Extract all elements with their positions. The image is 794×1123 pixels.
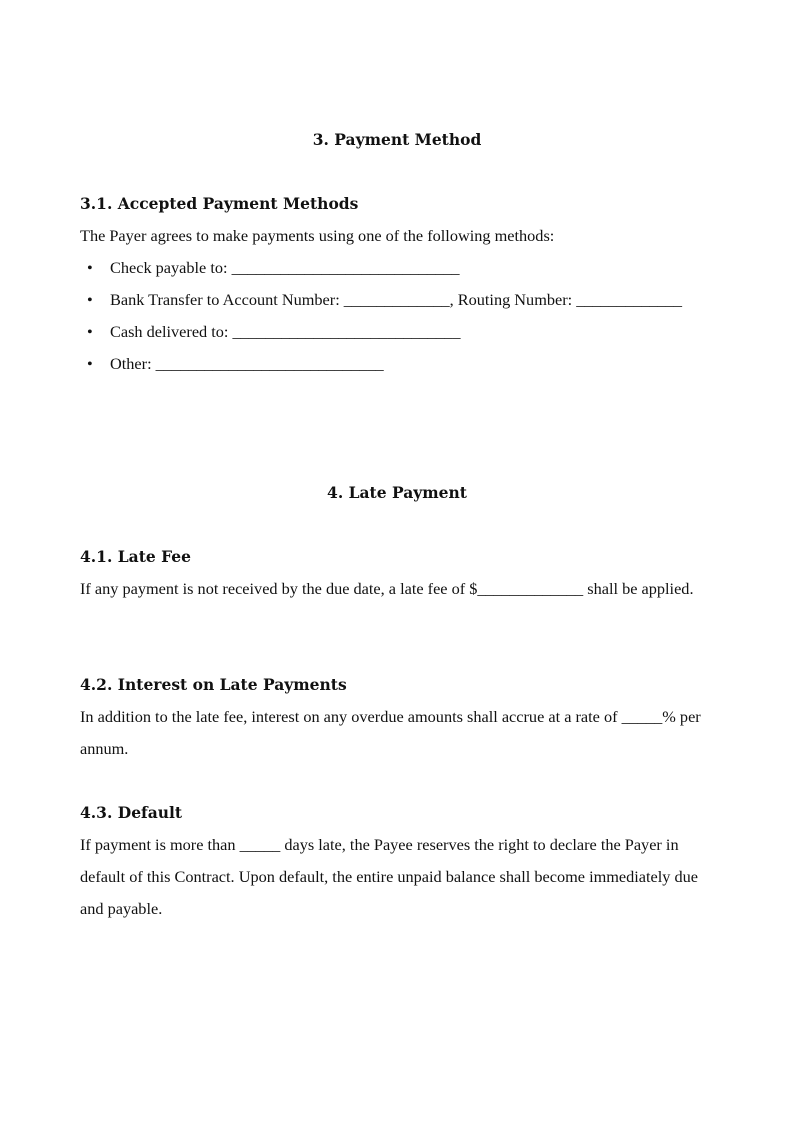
payment-methods-list [80, 252, 712, 380]
list-item: • Other: ____________________________ [80, 348, 712, 380]
list-item: • Check payable to: ____________________________ [80, 252, 712, 284]
section-4-title: 4. Late Payment [327, 483, 467, 502]
section-3-title: 3. Payment Method [312, 130, 482, 149]
section-3-1-intro: The Payer agrees to make payments using one of the following methods: [80, 226, 555, 245]
list-item: • Bank Transfer to Account Number: _____________, Routing Number: _____________ [80, 284, 712, 316]
section-4-3-heading: 4.3. Default [80, 803, 183, 822]
list-item: • Cash delivered to: ____________________________ [80, 316, 712, 348]
section-4-2-text: In addition to the late fee, interest on any overdue amounts shall accrue at a rate of _____% per annum. [80, 707, 701, 758]
section-4-2-heading: 4.2. Interest on Late Payments [80, 675, 347, 694]
section-3-1-heading: 3.1. Accepted Payment Methods [80, 194, 359, 213]
section-4-3-text: If payment is more than _____ days late, the Payee reserves the right to declare the Payer in default of this Contract. Upon default, the entire unpaid balance shall become immediately due and payable. [80, 835, 699, 918]
section-4-1-heading: 4.1. Late Fee [80, 547, 191, 566]
section-4-1-text: If any payment is not received by the due date, a late fee of $_____________ shall be applied. [80, 579, 694, 598]
